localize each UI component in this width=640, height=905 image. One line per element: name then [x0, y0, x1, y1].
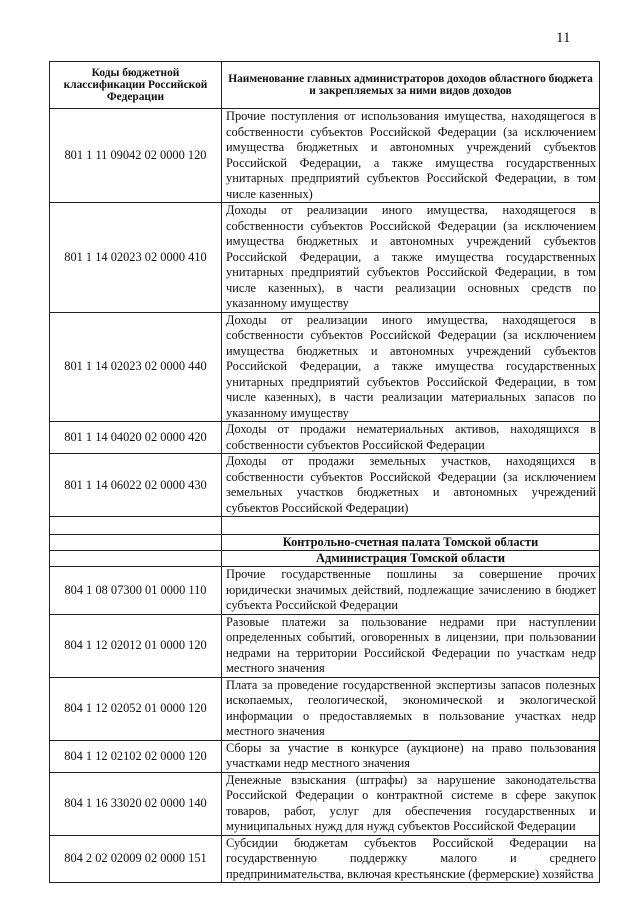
table-row [50, 677, 600, 740]
table-row [50, 203, 600, 313]
budget-code-cell: 804 1 16 33020 02 0000 140 [50, 772, 222, 835]
budget-code-cell: 804 1 08 07300 01 0000 110 [50, 567, 222, 615]
revenue-description-cell: Денежные взыскания (штрафы) за нарушение законодательства Российской Федерации о контрактной системе в сфере закупок товаров, работ, услуг для обеспечения государственных и муниципальных нужд для нужд субъектов Российской Федерации [222, 772, 600, 835]
table-row [50, 740, 600, 772]
blank-cell [50, 517, 222, 535]
header-administrator-names: Наименование главных администраторов доходов областного бюджета и закрепляемых за ними видов доходов [222, 62, 600, 109]
revenue-description-cell: Сборы за участие в конкурсе (аукционе) на право пользования участками недр местного значения [222, 740, 600, 772]
budget-code-cell: 801 1 14 02023 02 0000 410 [50, 203, 222, 313]
budget-code-cell: 804 2 02 02009 02 0000 151 [50, 835, 222, 883]
table-row [50, 422, 600, 454]
administrator-section-title: Контрольно-счетная палата Томской области [222, 535, 600, 551]
budget-code-cell: 801 1 14 06022 02 0000 430 [50, 454, 222, 517]
header-budget-codes: Коды бюджетной классификации Российской Федерации [50, 62, 222, 109]
budget-code-cell: 801 1 14 04020 02 0000 420 [50, 422, 222, 454]
revenue-description-cell: Прочие поступления от использования имущества, находящегося в собственности субъектов Российской Федерации (за исключением имущества бюджетных и автономных учреждений субъектов Российской Федерации, а также имущества государственных унитарных предприятий субъектов Российской Федерации, в том числе казенных) [222, 109, 600, 203]
table-row [50, 772, 600, 835]
budget-code-cell: 801 1 11 09042 02 0000 120 [50, 109, 222, 203]
budget-code-cell: 804 1 12 02012 01 0000 120 [50, 614, 222, 677]
table-header-row [50, 62, 600, 109]
blank-row [50, 517, 600, 535]
section-row [50, 551, 600, 567]
revenue-description-cell: Прочие государственные пошлины за совершение прочих юридически значимых действий, подлежащие зачислению в бюджет субъекта Российской Федерации [222, 567, 600, 615]
table-row [50, 312, 600, 422]
empty-code-cell [50, 535, 222, 551]
table-body [50, 109, 600, 883]
revenue-description-cell: Плата за проведение государственной экспертизы запасов полезных ископаемых, геологической, экономической и экологической информации о предоставляемых в пользование участках недр местного значения [222, 677, 600, 740]
revenue-description-cell: Доходы от продажи нематериальных активов, находящихся в собственности субъектов Российской Федерации [222, 422, 600, 454]
budget-code-cell: 804 1 12 02052 01 0000 120 [50, 677, 222, 740]
table-row [50, 614, 600, 677]
revenue-description-cell: Доходы от реализации иного имущества, находящегося в собственности субъектов Российской Федерации (за исключением имущества бюджетных и автономных учреждений субъектов Российской Федерации, а также имущества государственных унитарных предприятий субъектов Российской Федерации, в том числе казенных), в части реализации основных средств по указанному имуществу [222, 203, 600, 313]
section-row [50, 535, 600, 551]
administrator-section-title: Администрация Томской области [222, 551, 600, 567]
table-row [50, 454, 600, 517]
table-row [50, 835, 600, 883]
budget-codes-table [49, 61, 600, 883]
table-row [50, 567, 600, 615]
page-number: 11 [556, 30, 571, 46]
revenue-description-cell: Доходы от реализации иного имущества, находящегося в собственности субъектов Российской Федерации (за исключением имущества бюджетных и автономных учреждений субъектов Российской Федерации, а также имущества государственных унитарных предприятий субъектов Российской Федерации, в том числе казенных), в части реализации материальных запасов по указанному имуществу [222, 312, 600, 422]
empty-code-cell [50, 551, 222, 567]
budget-code-cell: 804 1 12 02102 02 0000 120 [50, 740, 222, 772]
revenue-description-cell: Разовые платежи за пользование недрами при наступлении определенных событий, оговоренных в лицензии, при пользовании недрами на территории Российской Федерации по участкам недр местного значения [222, 614, 600, 677]
revenue-description-cell: Доходы от продажи земельных участков, находящихся в собственности субъектов Российской Федерации (за исключением земельных участков бюджетных и автономных учреждений субъектов Российской Федерации) [222, 454, 600, 517]
blank-cell [222, 517, 600, 535]
revenue-description-cell: Субсидии бюджетам субъектов Российской Федерации на государственную поддержку малого и среднего предпринимательства, включая крестьянские (фермерские) хозяйства [222, 835, 600, 883]
table-row [50, 109, 600, 203]
budget-code-cell: 801 1 14 02023 02 0000 440 [50, 312, 222, 422]
